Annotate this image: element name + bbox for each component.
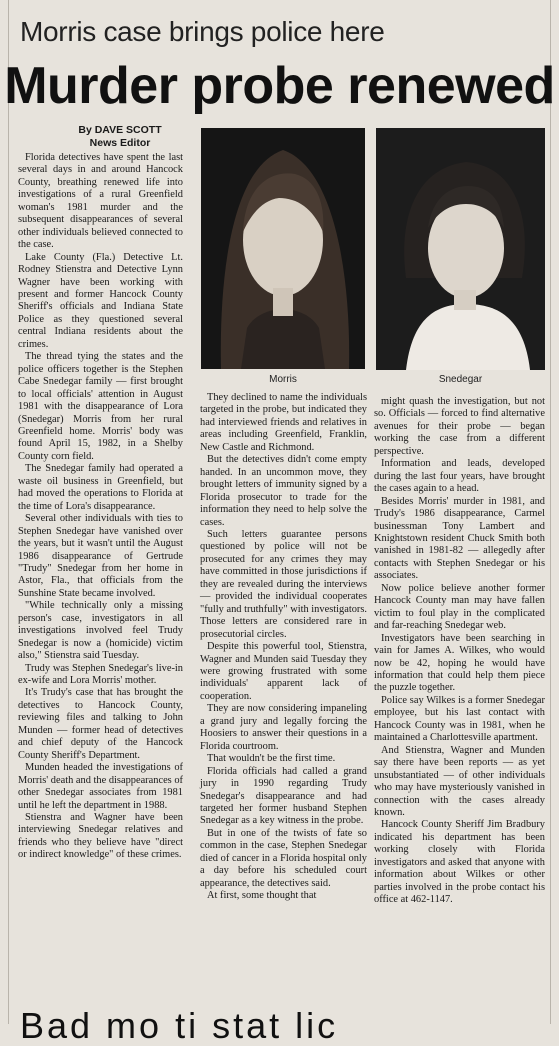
paragraph: Munden headed the investigations of Morris' death and the disappearances of other Snedegar associates from 1981 until he left the department in 1988. (18, 762, 183, 811)
page-edge-left (8, 0, 9, 1024)
paragraph: They are now considering impaneling a grand jury and legally forcing the Hoosiers to answer their questions in a Florida courtroom. (200, 703, 367, 752)
paragraph: Such letters guarantee persons questioned by police will not be prosecuted for any crimes they may have committed in those jurisdictions if they are revealed during the interviews — provided the individual cooperates "fully and truthfully" with investigators. Those letters are considered rare in prosecutorial circles. (200, 528, 367, 640)
paragraph: Now police believe another former Hancock County man may have fallen victim to foul play in the complicated and far-reaching Snedegar web. (374, 582, 545, 632)
paragraph: Trudy was Stephen Snedegar's live-in ex-wife and Lora Morris' mother. (18, 662, 183, 687)
paragraph: It's Trudy's case that has brought the detectives to Hancock County, reviewing files and talking to John Munden — former head of detectives and chief deputy of the Hancock County Sheriff's Department. (18, 687, 183, 761)
paragraph: Florida detectives have spent the last several days in and around Hancock County, breathing renewed life into investigations of a rural Greenfield woman's 1981 murder and the subsequent disappearances of several other individuals believed connected to the case. (18, 152, 183, 251)
paragraph: Despite this powerful tool, Stienstra, Wagner and Munden said Tuesday they were growing frustrated with some individuals' apparent lack of cooperation. (200, 641, 367, 702)
photo-snedegar (376, 128, 545, 370)
paragraph: Investigators have been searching in vain for James A. Wilkes, who would now be 42, hoping he would have information that could help them piece the puzzle together. (374, 632, 545, 694)
portrait-young-woman-icon (201, 128, 365, 369)
page-edge-right (550, 0, 551, 1024)
paragraph: Hancock County Sheriff Jim Bradbury indicated his department has been working closely with Florida investigators and asked that anyone with information about Wilkes or other parties involved in the probe contact his office at 462-1147. (374, 819, 545, 906)
paragraph: But the detectives didn't come empty handed. In an uncommon move, they brought letters of immunity signed by a Florida prosecutor to trade for the information they need to help solve the cases. (200, 454, 367, 528)
paragraph: Besides Morris' murder in 1981, and Trudy's 1986 disappearance, Carmel businessman Tony Lambert and Knightstown resident Chuck Smith both vanished in 1981-82 — allegedly after contacts with Stephen Snedegar or his associates. (374, 495, 545, 582)
article-column-2 (200, 392, 367, 998)
paragraph: The Snedegar family had operated a waste oil business in Greenfield, but had moved the operations to Florida at the time of Lora's disappearance. (18, 463, 183, 512)
paragraph: At first, some thought that (207, 890, 317, 902)
paragraph: Stienstra and Wagner have been interviewing Snedegar relatives and friends who they believe have "direct or indirect knowledge" of these crimes. (18, 812, 183, 861)
paragraph: Several other individuals with ties to Stephen Snedegar have vanished over the years, but it wasn't until the August 1986 disappearance of Gertrude "Trudy" Snedegar from her home in Astor, Fla., that officials from the Sunshine State became involved. (18, 513, 183, 599)
paragraph: They declined to name the individuals targeted in the probe, but indicated they had interviewed friends and relatives in areas including Greenfield, Franklin, New Castle and Richmond. (200, 392, 367, 453)
photo-morris (201, 128, 365, 369)
paragraph: That wouldn't be the first time. (207, 753, 336, 765)
paragraph: Information and leads, developed during the last four years, have brought the cases again to a head. (374, 458, 545, 495)
article-column-3 (374, 396, 545, 998)
byline-author: By DAVE SCOTT (78, 124, 162, 136)
paragraph: The thread tying the states and the police officers together is the Stephen Cabe Snedegar family — first brought to local officials' attention in August 1981 with the disappearance of Lora (Snedegar) Morris from her rural Greenfield home. Morris' body was found April 15, 1982, in a Shelby County corn field. (18, 351, 183, 462)
paragraph: But in one of the twists of fate so common in the case, Stephen Snedegar died of cancer in a Florida hospital only a day before his scheduled court appearance, the detectives said. (200, 827, 367, 889)
next-article-headline-fragment: Bad mo ti stat lic (20, 1005, 339, 1046)
byline (60, 124, 180, 150)
portrait-older-woman-icon (376, 128, 545, 370)
photo-caption-morris: Morris (269, 374, 297, 385)
article-column-1 (18, 152, 183, 998)
main-headline: Murder probe renewed (4, 57, 555, 115)
paragraph: "While technically only a missing person's case, investigators in all investigations involved feel Trudy Snedegar is now a (homicide) victim also," Stienstra said Tuesday. (18, 600, 183, 662)
paragraph: Florida officials had called a grand jury in 1990 regarding Trudy Snedegar's disappearance and had targeted her former husband Stephen Snedegar as a key witness in the probe. (200, 765, 367, 827)
photo-caption-snedegar: Snedegar (438, 374, 483, 385)
paragraph: And Stienstra, Wagner and Munden say there have been reports — as yet unsubstantiated — of other individuals who may have mysteriously vanished in connection with the cases already known. (374, 744, 545, 818)
kicker-headline: Morris case brings police here (20, 16, 385, 47)
byline-title: News Editor (89, 137, 151, 149)
paragraph: might quash the investigation, but not so. Officials — forced to find alternative avenues for their probe — began working the case from a different perspective. (374, 396, 545, 457)
paragraph: Lake County (Fla.) Detective Lt. Rodney Stienstra and Detective Lynn Wagner have been working with present and former Hancock County Sheriff's officials and Indiana State Police as they questioned several central Indiana residents about the crimes. (18, 251, 183, 350)
paragraph: Police say Wilkes is a former Snedegar employee, but his last contact with Hancock County was in 1981, when he maintained a Charlottesville apartment. (374, 694, 545, 744)
